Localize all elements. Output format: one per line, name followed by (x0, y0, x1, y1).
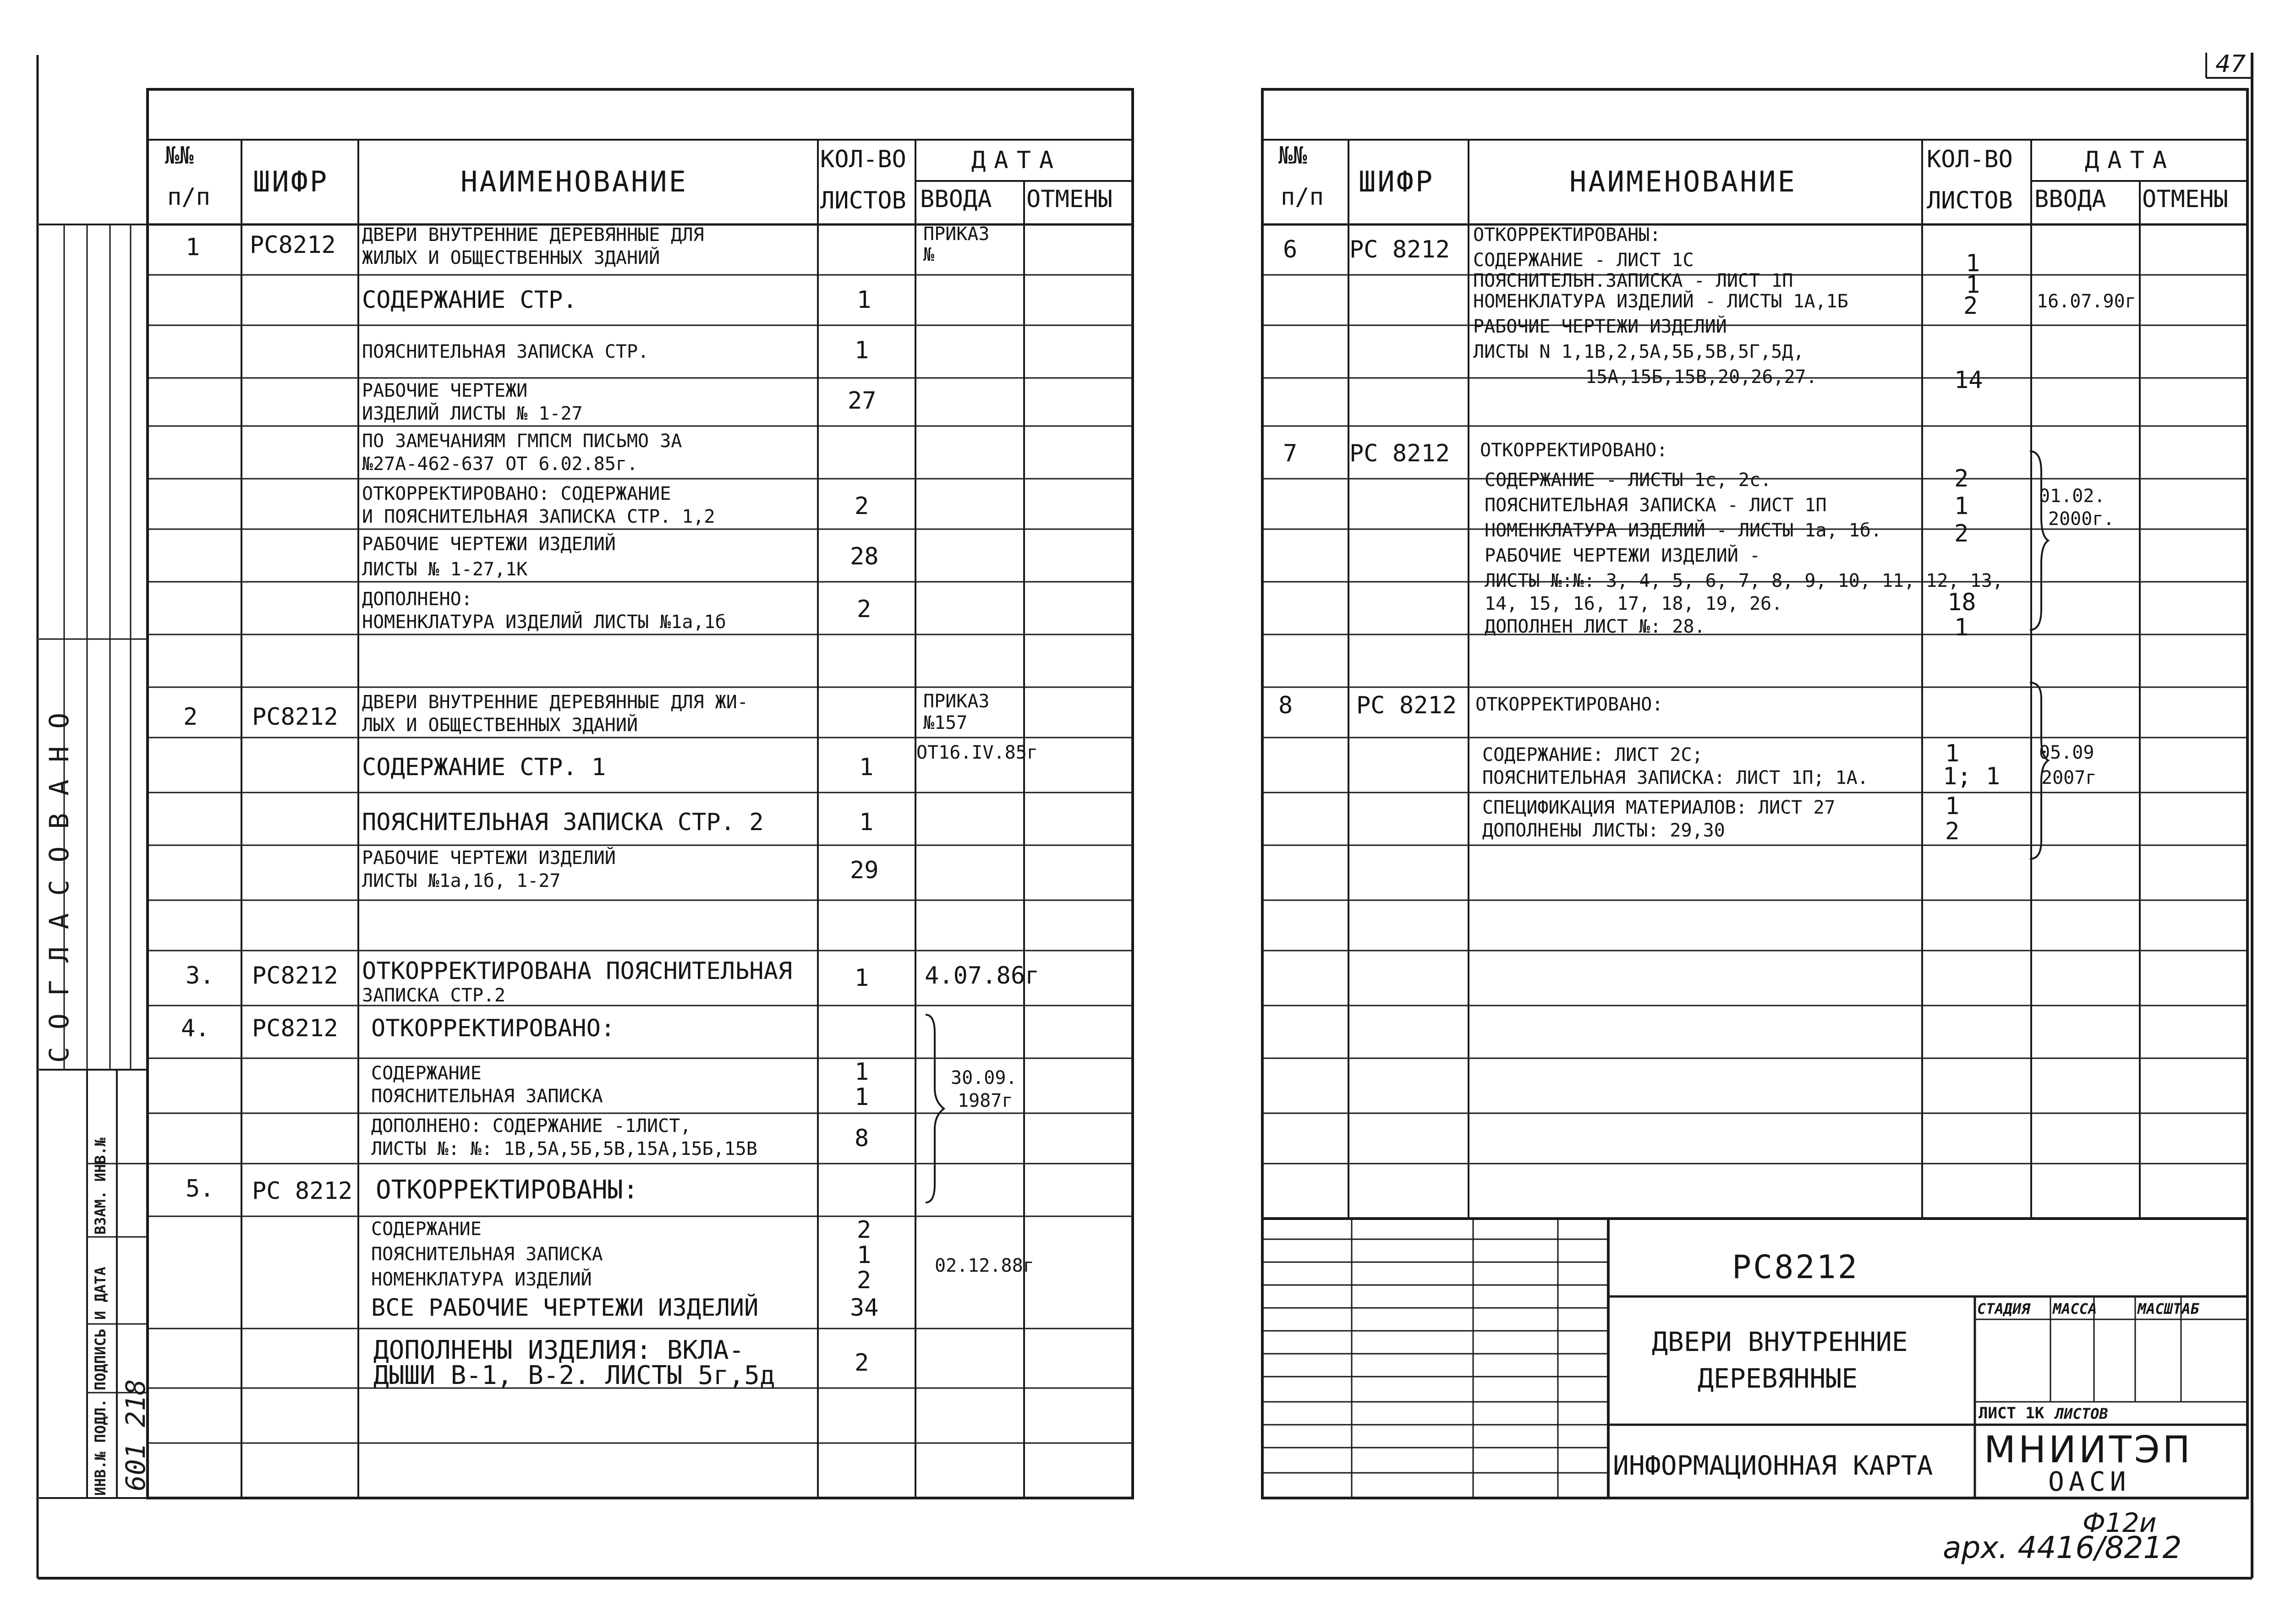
e7-q5: 1 (1954, 614, 1969, 641)
margin-agreed: СОГЛАСОВАНО (44, 695, 75, 1063)
header-qty: КОЛ-ВО (820, 146, 906, 173)
e7-q1: 2 (1954, 465, 1969, 492)
e1-order1: ПРИКАЗ (923, 224, 990, 245)
title-block-org2: ОАСИ (2048, 1466, 2131, 1497)
e5-q5: 2 (855, 1349, 869, 1377)
margin-inv: ИНВ.№ ПОДЛ. (92, 1399, 109, 1496)
title-block-sheets: ЛИСТОВ (2055, 1405, 2108, 1422)
e6-date: 16.07.90г (2037, 291, 2136, 312)
header-num: №№ (165, 142, 194, 170)
e3-qty: 1 (855, 964, 869, 992)
e1-order2: № (923, 244, 935, 265)
header-qty-r: КОЛ-ВО (1927, 146, 2013, 173)
e1-r1q: 1 (857, 286, 871, 314)
e4-num: 4. (181, 1015, 210, 1042)
e1-r6q: 28 (850, 543, 879, 570)
e8-l4: ДОПОЛНЕНЫ ЛИСТЫ: 29,30 (1482, 820, 1725, 841)
e8-title: ОТКОРРЕКТИРОВАНО: (1475, 694, 1663, 715)
e6-q4: 14 (1954, 366, 1983, 394)
e2-order1: ПРИКАЗ (923, 691, 990, 712)
title-block-name2: ДЕРЕВЯННЫЕ (1698, 1363, 1858, 1394)
e2-r2q: 1 (859, 809, 874, 836)
header-num2: п/п (167, 183, 210, 211)
e6-l5: ЛИСТЫ N 1,1В,2,5А,5Б,5В,5Г,5Д, (1473, 341, 1804, 362)
e6-l2: ПОЯСНИТЕЛЬН.ЗАПИСКА - ЛИСТ 1П (1473, 270, 1793, 291)
e1-r3a: РАБОЧИЕ ЧЕРТЕЖИ (362, 380, 528, 401)
e7-l4: РАБОЧИЕ ЧЕРТЕЖИ ИЗДЕЛИЙ - (1485, 545, 1761, 566)
e6-l3: НОМЕНКЛАТУРА ИЗДЕЛИЙ - ЛИСТЫ 1А,1Б (1473, 291, 1848, 312)
e2-r3q: 29 (850, 857, 879, 884)
page-number: 47 (2215, 50, 2246, 78)
footer-archive: арх. 4416/8212 (1943, 1530, 2182, 1565)
e7-date2: 2000г. (2048, 509, 2115, 530)
e7-l2: ПОЯСНИТЕЛЬНАЯ ЗАПИСКА - ЛИСТ 1П (1485, 495, 1827, 516)
header-name: НАИМЕНОВАНИЕ (460, 165, 688, 198)
e8-num: 8 (1278, 692, 1293, 719)
e7-q3: 2 (1954, 520, 1969, 547)
title-block-doc: ИНФОРМАЦИОННАЯ КАРТА (1613, 1450, 1933, 1481)
header-date-r: ДАТА (2085, 147, 2176, 174)
e3-code: РС8212 (252, 962, 338, 990)
margin-sign: ПОДПИСЬ И ДАТА (92, 1267, 109, 1390)
e7-l7: ДОПОЛНЕН ЛИСТ №: 28. (1485, 616, 1705, 637)
e2-code: РС8212 (252, 703, 338, 731)
e7-q4: 18 (1947, 589, 1976, 616)
title-block-org1: МНИИТЭП (1984, 1428, 2193, 1471)
e4-r2: ПОЯСНИТЕЛЬНАЯ ЗАПИСКА (371, 1086, 603, 1107)
title-block-mass: МАССА (2053, 1300, 2097, 1318)
e8-l2: ПОЯСНИТЕЛЬНАЯ ЗАПИСКА: ЛИСТ 1П; 1А. (1482, 767, 1869, 788)
e5-r5b: ДЫШИ В-1, В-2. ЛИСТЫ 5г,5д (373, 1361, 775, 1390)
e5-num: 5. (186, 1175, 214, 1203)
e1-r2q: 1 (855, 337, 869, 364)
e8-l1: СОДЕРЖАНИЕ: ЛИСТ 2С; (1482, 744, 1703, 766)
e8-q2: 1; 1 (1943, 763, 2001, 790)
e2-order2: №157 (923, 712, 968, 733)
e5-r4: ВСЕ РАБОЧИЕ ЧЕРТЕЖИ ИЗДЕЛИЙ (371, 1294, 759, 1322)
e3-num: 3. (186, 962, 214, 990)
e5-q4: 34 (850, 1294, 879, 1322)
e4-date1: 30.09. (951, 1067, 1017, 1088)
e5-q3: 2 (857, 1267, 871, 1294)
e5-r2: ПОЯСНИТЕЛЬНАЯ ЗАПИСКА (371, 1244, 603, 1265)
e2-r1q: 1 (859, 754, 874, 781)
e8-date1: 05.09 (2039, 742, 2094, 763)
e1-r5a: ОТКОРРЕКТИРОВАНО: СОДЕРЖАНИЕ (362, 483, 671, 504)
e6-l4: РАБОЧИЕ ЧЕРТЕЖИ ИЗДЕЛИЙ (1473, 316, 1727, 337)
e1-r5b: И ПОЯСНИТЕЛЬНАЯ ЗАПИСКА СТР. 1,2 (362, 506, 715, 527)
e8-q3: 1 (1945, 793, 1960, 820)
e5-title: ОТКОРРЕКТИРОВАНЫ: (376, 1175, 639, 1205)
e1-title2: ЖИЛЫХ И ОБЩЕСТВЕННЫХ ЗДАНИЙ (362, 247, 660, 268)
e7-num: 7 (1283, 440, 1298, 467)
header-date: ДАТА (971, 147, 1062, 174)
header-num2-r: п/п (1281, 183, 1324, 211)
e4-r3a: ДОПОЛНЕНО: СОДЕРЖАНИЕ -1ЛИСТ, (371, 1115, 691, 1137)
e2-r1: СОДЕРЖАНИЕ СТР. 1 (362, 754, 606, 781)
header-code-r: ШИФР (1359, 165, 1435, 198)
e1-r3q: 27 (848, 387, 877, 415)
e2-order3: ОТ16.IV.85г (916, 742, 1038, 763)
e1-r6b: ЛИСТЫ № 1-27,1К (362, 559, 528, 580)
e2-r3b: ЛИСТЫ №1а,1б, 1-27 (362, 870, 561, 891)
e5-q2: 1 (857, 1241, 871, 1269)
e5-r5a: ДОПОЛНЕНЫ ИЗДЕЛИЯ: ВКЛА- (373, 1335, 745, 1365)
e1-r2: ПОЯСНИТЕЛЬНАЯ ЗАПИСКА СТР. (362, 341, 649, 362)
e1-r4b: №27А-462-637 ОТ 6.02.85г. (362, 454, 638, 475)
e8-l3: СПЕЦИФИКАЦИЯ МАТЕРИАЛОВ: ЛИСТ 27 (1482, 797, 1836, 818)
e8-q4: 2 (1945, 818, 1960, 845)
e1-num: 1 (186, 234, 200, 261)
title-block-sheet: ЛИСТ 1К (1979, 1404, 2044, 1422)
e4-code: РС8212 (252, 1015, 338, 1042)
margin-inv-value: 601 218 (120, 1379, 151, 1491)
e7-l5: ЛИСТЫ №:№: 3, 4, 5, 6, 7, 8, 9, 10, 11, 12, 13, (1485, 570, 2003, 591)
header-qty2: ЛИСТОВ (820, 187, 906, 214)
e7-q2: 1 (1954, 492, 1969, 520)
e1-r7a: ДОПОЛНЕНО: (362, 589, 472, 610)
e5-code: РС 8212 (252, 1177, 353, 1205)
e2-title1: ДВЕРИ ВНУТРЕННИЕ ДЕРЕВЯННЫЕ ДЛЯ ЖИ- (362, 692, 748, 713)
header-name-r: НАИМЕНОВАНИЕ (1569, 165, 1797, 198)
e3-t1: ОТКОРРЕКТИРОВАНА ПОЯСНИТЕЛЬНАЯ (362, 957, 793, 985)
title-block-name1: ДВЕРИ ВНУТРЕННИЕ (1652, 1326, 1908, 1357)
e5-r1: СОДЕРЖАНИЕ (371, 1219, 482, 1240)
e7-date1: 01.02. (2039, 486, 2105, 507)
header-qty2-r: ЛИСТОВ (1927, 187, 2013, 214)
e7-l6: 14, 15, 16, 17, 18, 19, 26. (1485, 593, 1783, 614)
header-num-r: №№ (1278, 142, 1307, 170)
footer-format: Ф12и (2083, 1507, 2157, 1538)
e5-date: 02.12.88г (935, 1255, 1034, 1276)
e7-title: ОТКОРРЕКТИРОВАНО: (1480, 440, 1668, 461)
e1-title1: ДВЕРИ ВНУТРЕННИЕ ДЕРЕВЯННЫЕ ДЛЯ (362, 224, 704, 246)
header-date-cancel-r: ОТМЕНЫ (2142, 186, 2228, 213)
e4-r3b: ЛИСТЫ №: №: 1В,5А,5Б,5В,15А,15Б,15В (371, 1138, 757, 1159)
e5-r3: НОМЕНКЛАТУРА ИЗДЕЛИЙ (371, 1269, 592, 1290)
e6-num: 6 (1283, 236, 1298, 263)
e2-title2: ЛЫХ И ОБЩЕСТВЕННЫХ ЗДАНИЙ (362, 715, 638, 736)
e6-q1: 1 (1966, 250, 1980, 277)
e6-q3: 2 (1963, 292, 1978, 320)
e8-q1: 1 (1945, 740, 1960, 767)
e8-date2: 2007г (2041, 767, 2097, 788)
e1-r3b: ИЗДЕЛИЙ ЛИСТЫ № 1-27 (362, 403, 583, 424)
e4-title: ОТКОРРЕКТИРОВАНО: (371, 1015, 615, 1042)
e6-l1: СОДЕРЖАНИЕ - ЛИСТ 1С (1473, 250, 1694, 271)
e6-code: РС 8212 (1349, 236, 1450, 263)
header-date-cancel: ОТМЕНЫ (1026, 186, 1113, 213)
e2-num: 2 (183, 703, 198, 731)
e1-code: РС8212 (250, 231, 336, 259)
e6-q2: 1 (1966, 271, 1980, 299)
e1-r6a: РАБОЧИЕ ЧЕРТЕЖИ ИЗДЕЛИЙ (362, 534, 616, 555)
title-block-code: РС8212 (1732, 1248, 1859, 1286)
e7-l3: НОМЕНКЛАТУРА ИЗДЕЛИЙ - ЛИСТЫ 1а, 1б. (1485, 520, 1882, 541)
e1-r4a: ПО ЗАМЕЧАНИЯМ ГМПСМ ПИСЬМО ЗА (362, 431, 682, 452)
margin-vzam: ВЗАМ. ИНВ.№ (92, 1137, 109, 1235)
e4-date2: 1987г (958, 1090, 1013, 1111)
header-date-in-r: ВВОДА (2034, 186, 2106, 213)
e3-t2: ЗАПИСКА СТР.2 (362, 985, 506, 1006)
e1-r7q: 2 (857, 596, 871, 623)
e1-r5q: 2 (855, 492, 869, 520)
e3-date: 4.07.86г (925, 962, 1040, 990)
e4-q2: 1 (855, 1083, 869, 1111)
title-block-scale: МАСШТАБ (2138, 1300, 2199, 1318)
e8-code: РС 8212 (1356, 692, 1457, 719)
e2-r3a: РАБОЧИЕ ЧЕРТЕЖИ ИЗДЕЛИЙ (362, 848, 616, 869)
e7-l1: СОДЕРЖАНИЕ - ЛИСТЫ 1с, 2с. (1485, 470, 1772, 491)
e4-r1: СОДЕРЖАНИЕ (371, 1063, 482, 1084)
e1-r1: СОДЕРЖАНИЕ СТР. (362, 286, 577, 314)
title-block-stage: СТАДИЯ (1977, 1300, 2030, 1318)
header-date-in: ВВОДА (920, 186, 992, 213)
e4-q1: 1 (855, 1058, 869, 1086)
e6-title: ОТКОРРЕКТИРОВАНЫ: (1473, 224, 1661, 246)
e2-r2: ПОЯСНИТЕЛЬНАЯ ЗАПИСКА СТР. 2 (362, 809, 764, 836)
e4-q3: 8 (855, 1125, 869, 1152)
e5-q1: 2 (857, 1216, 871, 1244)
header-code: ШИФР (253, 165, 329, 198)
e6-l6: 15А,15Б,15В,20,26,27. (1585, 366, 1817, 388)
e1-r7b: НОМЕНКЛАТУРА ИЗДЕЛИЙ ЛИСТЫ №1а,1б (362, 612, 726, 633)
e7-code: РС 8212 (1349, 440, 1450, 467)
